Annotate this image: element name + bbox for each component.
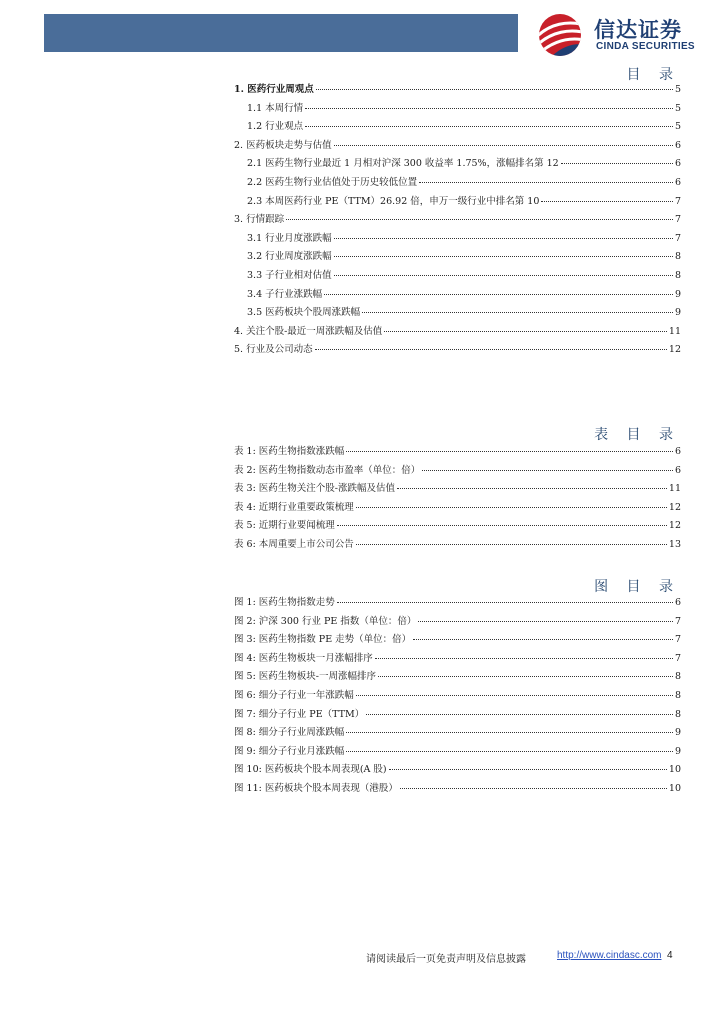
cinda-logo (530, 12, 710, 58)
leader-dots (356, 507, 667, 508)
leader-dots (356, 695, 673, 696)
toc-entry[interactable] (234, 267, 681, 286)
table-entry-page: 6 (674, 464, 681, 476)
figure-entry[interactable] (234, 743, 681, 762)
toc-entry[interactable] (234, 137, 681, 156)
toc-entry[interactable] (234, 81, 681, 100)
leader-dots (541, 201, 673, 202)
toc-entry-page: 8 (674, 251, 681, 263)
figure-entry[interactable] (234, 706, 681, 725)
toc-entry-page: 11 (668, 325, 681, 337)
figure-entry-page: 8 (674, 689, 681, 701)
toc-entry-label: 2.1 医药生物行业最近 1 月相对沪深 300 收益率 1.75%，涨幅排名第 12 (247, 158, 559, 170)
table-entry-label: 表 5: 近期行业要闻梳理 (234, 520, 335, 532)
table-entry-label: 表 4: 近期行业重要政策梳理 (234, 501, 354, 513)
toc-entry-label: 3.2 行业周度涨跌幅 (247, 251, 332, 263)
toc-entry-label: 1.2 行业观点 (247, 121, 304, 133)
page-number: 4 (667, 950, 673, 961)
table-list-title: 表 目 录 (594, 427, 680, 443)
toc-entry-page: 5 (674, 121, 681, 133)
figure-entry[interactable] (234, 631, 681, 650)
table-entry-label: 表 2: 医药生物指数动态市盈率（单位：倍） (234, 464, 421, 476)
table-entry[interactable] (234, 480, 681, 499)
leader-dots (346, 751, 673, 752)
toc-entry-page: 12 (668, 344, 681, 356)
figure-entry[interactable] (234, 668, 681, 687)
leader-dots (334, 256, 673, 257)
leader-dots (422, 470, 673, 471)
toc-entry-label: 3. 行情跟踪 (234, 214, 285, 226)
figure-entry[interactable] (234, 687, 681, 706)
figure-entry-label: 图 1: 医药生物指数走势 (234, 597, 335, 608)
toc-entry[interactable] (234, 211, 681, 230)
logo-english-name: CINDA SECURITIES (596, 41, 695, 52)
toc-entry-page: 7 (674, 214, 681, 226)
footer-disclaimer: 请阅读最后一页免责声明及信息披露 (366, 954, 526, 965)
figure-entry-label: 图 6: 细分子行业一年涨跌幅 (234, 689, 354, 701)
toc-entry[interactable] (234, 304, 681, 323)
figure-entry-page: 10 (668, 764, 681, 776)
toc-entry[interactable] (234, 230, 681, 249)
toc-entry-label: 3.4 子行业涨跌幅 (247, 288, 323, 300)
leader-dots (378, 676, 673, 677)
toc-entry-label: 2.2 医药生物行业估值处于历史较低位置 (247, 176, 418, 188)
toc-entry-page: 6 (674, 176, 681, 188)
toc-entry[interactable] (234, 100, 681, 119)
figure-entry[interactable] (234, 613, 681, 632)
toc-entry-label: 3.3 子行业相对估值 (247, 269, 332, 281)
toc-entry[interactable] (234, 341, 681, 360)
toc-entry-page: 8 (674, 269, 681, 281)
leader-dots (413, 639, 673, 640)
toc-entry-page: 5 (674, 102, 681, 114)
figure-entry-label: 图 4: 医药生物板块一月涨幅排序 (234, 652, 373, 664)
figure-entry-label: 图 7: 细分子行业 PE（TTM） (234, 708, 365, 720)
figure-entry-page: 7 (674, 652, 681, 664)
toc-entry[interactable] (234, 286, 681, 305)
table-entry[interactable] (234, 536, 681, 555)
leader-dots (356, 544, 667, 545)
leader-dots (346, 732, 673, 733)
toc-entry-label: 1. 医药行业周观点 (234, 84, 314, 95)
table-entry[interactable] (234, 517, 681, 536)
figure-entry-page: 8 (674, 671, 681, 683)
toc-entry-page: 6 (674, 139, 681, 151)
table-entry-page: 6 (674, 446, 681, 457)
table-entry-label: 表 3: 医药生物关注个股-涨跌幅及估值 (234, 483, 395, 495)
toc-entry[interactable] (234, 193, 681, 212)
header-band (44, 14, 518, 52)
leader-dots (324, 294, 673, 295)
toc-entry[interactable] (234, 248, 681, 267)
leader-dots (315, 349, 667, 350)
toc-entry-page: 6 (674, 158, 681, 170)
figure-entry-page: 7 (674, 615, 681, 627)
table-list (234, 443, 681, 555)
figure-entry-page: 7 (674, 634, 681, 646)
leader-dots (346, 451, 673, 452)
leader-dots (384, 331, 667, 332)
toc-entry[interactable] (234, 155, 681, 174)
table-entry[interactable] (234, 443, 681, 462)
table-entry-label: 表 1: 医药生物指数涨跌幅 (234, 446, 345, 457)
figure-entry[interactable] (234, 594, 681, 613)
table-entry-page: 13 (668, 538, 681, 550)
figure-entry[interactable] (234, 780, 681, 799)
figure-entry[interactable] (234, 761, 681, 780)
figure-entry-page: 6 (674, 597, 681, 608)
figure-entry-label: 图 3: 医药生物指数 PE 走势（单位：倍） (234, 634, 412, 646)
leader-dots (305, 126, 673, 127)
leader-dots (375, 658, 673, 659)
leader-dots (400, 788, 667, 789)
toc-entry-label: 5. 行业及公司动态 (234, 344, 313, 356)
leader-dots (366, 714, 673, 715)
logo-chinese-name: 信达证券 (594, 18, 682, 42)
toc-entry-page: 9 (674, 288, 681, 300)
toc-entry-page: 5 (674, 84, 681, 95)
table-entry-page: 12 (668, 520, 681, 532)
toc-title: 目 录 (626, 67, 680, 83)
figure-entry-page: 9 (674, 745, 681, 757)
leader-dots (334, 238, 673, 239)
leader-dots (419, 182, 673, 183)
figure-list-title: 图 目 录 (594, 579, 680, 595)
toc-list (234, 81, 681, 360)
table-entry-page: 12 (668, 501, 681, 513)
figure-entry-label: 图 5: 医药生物板块-一周涨幅排序 (234, 671, 376, 683)
table-entry[interactable] (234, 499, 681, 518)
leader-dots (337, 525, 667, 526)
figure-entry-label: 图 9: 细分子行业月涨跌幅 (234, 745, 345, 757)
figure-entry-page: 10 (668, 782, 681, 794)
table-entry[interactable] (234, 462, 681, 481)
figure-entry-page: 8 (674, 708, 681, 720)
toc-entry-label: 3.1 行业月度涨跌幅 (247, 232, 332, 244)
toc-entry-page: 7 (674, 232, 681, 244)
table-entry-label: 表 6: 本周重要上市公司公告 (234, 538, 354, 550)
cinda-globe-icon (530, 12, 590, 58)
figure-entry[interactable] (234, 724, 681, 743)
figure-entry-label: 图 8: 细分子行业周涨跌幅 (234, 727, 345, 739)
leader-dots (418, 621, 673, 622)
leader-dots (397, 488, 667, 489)
toc-entry[interactable] (234, 174, 681, 193)
leader-dots (389, 769, 667, 770)
leader-dots (334, 145, 673, 146)
figure-entry[interactable] (234, 650, 681, 669)
figure-entry-label: 图 10: 医药板块个股本周表现(A 股) (234, 764, 387, 776)
toc-entry-label: 2. 医药板块走势与估值 (234, 139, 332, 151)
toc-entry-label: 3.5 医药板块个股周涨跌幅 (247, 307, 361, 319)
leader-dots (316, 89, 673, 90)
toc-entry-page: 9 (674, 307, 681, 319)
toc-entry-label: 4. 关注个股-最近一周涨跌幅及估值 (234, 325, 383, 337)
leader-dots (305, 108, 673, 109)
figure-list (234, 594, 681, 799)
toc-entry[interactable] (234, 323, 681, 342)
leader-dots (334, 275, 673, 276)
table-entry-page: 11 (668, 483, 681, 495)
figure-entry-page: 9 (674, 727, 681, 739)
leader-dots (561, 163, 673, 164)
figure-entry-label: 图 11: 医药板块个股本周表现（港股） (234, 782, 398, 794)
toc-entry-label: 1.1 本周行情 (247, 102, 304, 114)
leader-dots (362, 312, 673, 313)
figure-entry-label: 图 2: 沪深 300 行业 PE 指数（单位：倍） (234, 615, 417, 627)
toc-entry-page: 7 (674, 195, 681, 207)
leader-dots (337, 602, 673, 603)
toc-entry[interactable] (234, 118, 681, 137)
footer-website-link[interactable]: http://www.cindasc.com (557, 950, 662, 961)
toc-entry-label: 2.3 本周医药行业 PE（TTM）26.92 倍，申万一级行业中排名第 10 (247, 195, 540, 207)
leader-dots (286, 219, 673, 220)
